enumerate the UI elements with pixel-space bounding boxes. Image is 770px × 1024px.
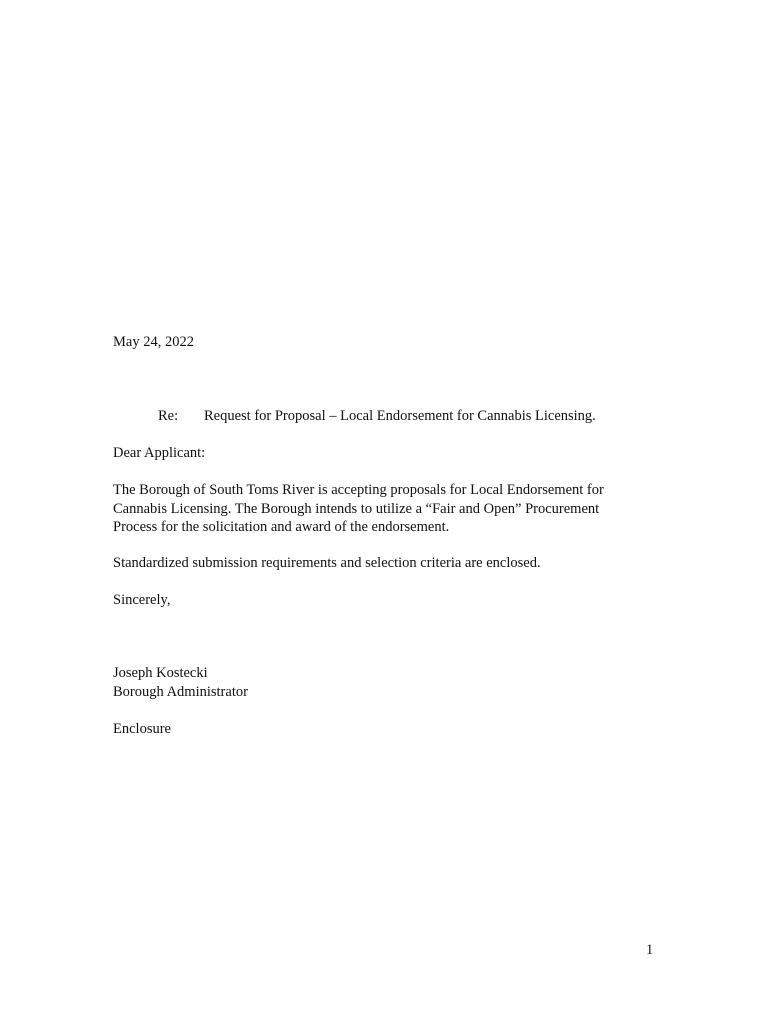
body-paragraph-1-line: Cannabis Licensing. The Borough intends to utilize a “Fair and Open” Procurement bbox=[113, 500, 600, 517]
signatory-name: Joseph Kostecki bbox=[113, 665, 208, 681]
re-subject: Request for Proposal – Local Endorsement for Cannabis Licensing. bbox=[204, 408, 596, 424]
re-label: Re: bbox=[158, 408, 179, 424]
page-number: 1 bbox=[646, 942, 654, 958]
closing: Sincerely, bbox=[113, 592, 171, 608]
salutation: Dear Applicant: bbox=[113, 445, 206, 461]
letter-date: May 24, 2022 bbox=[113, 334, 194, 350]
body-paragraph-1 bbox=[113, 481, 604, 537]
body-paragraph-2: Standardized submission requirements and selection criteria are enclosed. bbox=[113, 555, 541, 571]
body-paragraph-1-line: Process for the solicitation and award of the endorsement. bbox=[113, 519, 450, 535]
enclosure-note: Enclosure bbox=[113, 721, 171, 737]
body-paragraph-1-line: The Borough of South Toms River is accepting proposals for Local Endorsement for bbox=[113, 482, 604, 498]
signatory-title: Borough Administrator bbox=[113, 684, 248, 700]
